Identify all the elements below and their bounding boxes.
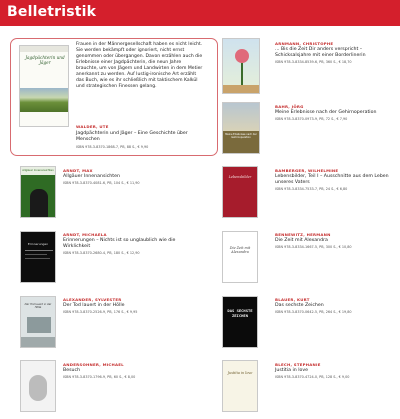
book-isbn: ISBN 978-3-8370-2680-4, PB, 180 S., € 12,90 [63, 251, 140, 256]
list-item[interactable] [20, 231, 56, 283]
book-title[interactable]: Der Tod lauert in der Hölle [63, 303, 125, 308]
book-info [275, 297, 395, 315]
list-item[interactable] [20, 360, 56, 412]
list-item[interactable] [20, 296, 56, 348]
book-isbn: ISBN 978-3-8334-8539-6, PB, 360 S., € 18,70 [275, 60, 352, 65]
book-cover[interactable]: Erinnerungen [20, 231, 56, 283]
book-author: ALEXANDER, SYLVESTER [63, 297, 122, 302]
list-item[interactable] [20, 166, 56, 218]
book-author: BAHR, JÖRG [275, 104, 304, 109]
book-title[interactable]: Die Zeit mit Alexandra [275, 238, 328, 243]
book-cover[interactable]: DAS SECHSTE ZEICHEN [222, 296, 258, 348]
book-author: BENNEWITZ, HERMANN [275, 232, 331, 237]
book-author: BLAUER, KURT [275, 297, 310, 302]
book-isbn: ISBN 978-3-8370-4724-0, PB, 128 S., € 9,00 [275, 375, 350, 380]
book-info [275, 232, 395, 250]
list-item[interactable] [222, 166, 258, 218]
featured-book-cover[interactable] [19, 45, 69, 127]
section-title: Belletristik [7, 4, 97, 20]
book-isbn: ISBN 978-3-8370-4081-6, PB, 104 S., € 11,90 [63, 181, 140, 186]
book-isbn: ISBN 978-3-8370-0642-5, PB, 264 S., € 19,80 [275, 310, 352, 315]
list-item[interactable] [222, 296, 258, 348]
list-item[interactable] [222, 360, 258, 412]
featured-cover-title: Jagdpächterin und Jäger [25, 55, 65, 66]
book-isbn: ISBN 978-3-8334-7533-7, PB, 24 S., € 6,80 [275, 187, 348, 192]
section-banner [0, 0, 400, 26]
book-cover[interactable]: Justitia in love [222, 360, 258, 412]
book-cover[interactable]: Lebensbilder [222, 166, 258, 218]
book-cover[interactable] [20, 360, 56, 412]
list-item[interactable] [222, 38, 260, 94]
book-cover[interactable]: Die Zeit mit Alexandra [222, 231, 258, 283]
book-info [275, 41, 395, 65]
book-title[interactable]: Allgäuer Innenansichten [63, 174, 120, 179]
book-isbn: ISBN 978-3-8370-0973-9, PB, 72 S., € 7,90 [275, 117, 348, 122]
book-title[interactable]: Erinnerungen – Nichts ist so unglaublich wie die Wirklichkeit [63, 238, 176, 249]
book-title[interactable]: Das sechste Zeichen [275, 303, 324, 308]
book-isbn: ISBN 978-3-8370-2526-9, PB, 176 S., € 9,95 [63, 310, 138, 315]
book-title[interactable]: Lebensbilder, Teil I – Ausschnitte aus dem Leben unseres Vaters [275, 174, 389, 185]
book-info [63, 232, 203, 256]
book-title[interactable]: ... Bis die Zeit Dir anders verspricht – Schicksalsjahre mit einer Borderlinerin [275, 47, 366, 58]
featured-isbn: ISBN 978-3-8370-1868-7, PB, 88 S., € 9,90 [76, 145, 149, 149]
book-cover[interactable]: Der Tod lauert in der Hölle [20, 296, 56, 348]
book-cover[interactable]: Allgäuer Innenansichten [20, 166, 56, 218]
list-item[interactable] [222, 231, 258, 283]
book-author: ANDERSOHNER, MICHAEL [63, 362, 124, 367]
book-cover[interactable] [222, 38, 260, 94]
book-title[interactable]: Justitia in love [275, 368, 309, 373]
book-author: BAMBERGER, WILHELMINE [275, 168, 339, 173]
featured-author: WALDER, UTE [76, 124, 109, 129]
book-author: ARNDT, MICHAELA [63, 232, 107, 237]
book-author: ARNMANN, CHRISTOPHE [275, 41, 334, 46]
featured-cover-photo [20, 88, 68, 112]
featured-book[interactable] [10, 38, 218, 156]
book-author: ARNDT, MAX [63, 168, 93, 173]
book-info [63, 168, 203, 186]
book-info [63, 362, 203, 380]
featured-description: Frauen in der Männergesellschaft haben es nicht leicht. Sie werden bekämpft oder ignoriert, nicht ernst genommen oder übergangen. Davon erzählen auch die Erlebnisse einer Jagdpächterin, die neun Jahre brauchte, um von Jägern und Landwirten in dem Metier anerkannt zu werden. Auf lustig-ironische Art erzählt das Buch, wie es ihr schließlich mit taktischem Kalkül und strategischen Finessen gelang. [76, 42, 203, 89]
list-item[interactable] [222, 102, 260, 154]
book-title[interactable]: Besuch [63, 368, 81, 373]
book-info [275, 168, 395, 192]
featured-title[interactable]: Jagdpächterin und Jäger – Eine Geschichte über Menschen [76, 131, 188, 142]
book-isbn: ISBN 978-3-8334-1667-5, PB, 300 S., € 10,80 [275, 245, 352, 250]
book-cover[interactable]: Meine Erlebnisse nach der Gehirnoperation [222, 102, 260, 154]
book-info [63, 297, 203, 315]
book-title[interactable]: Meine Erlebnisse nach der Gehirnoperation [275, 110, 377, 115]
book-info [275, 362, 395, 380]
book-author: BLECH, STEPHANIE [275, 362, 321, 367]
book-info [275, 104, 395, 122]
book-isbn: ISBN 978-3-8370-1796-9, PB, 60 S., € 8,00 [63, 375, 136, 380]
